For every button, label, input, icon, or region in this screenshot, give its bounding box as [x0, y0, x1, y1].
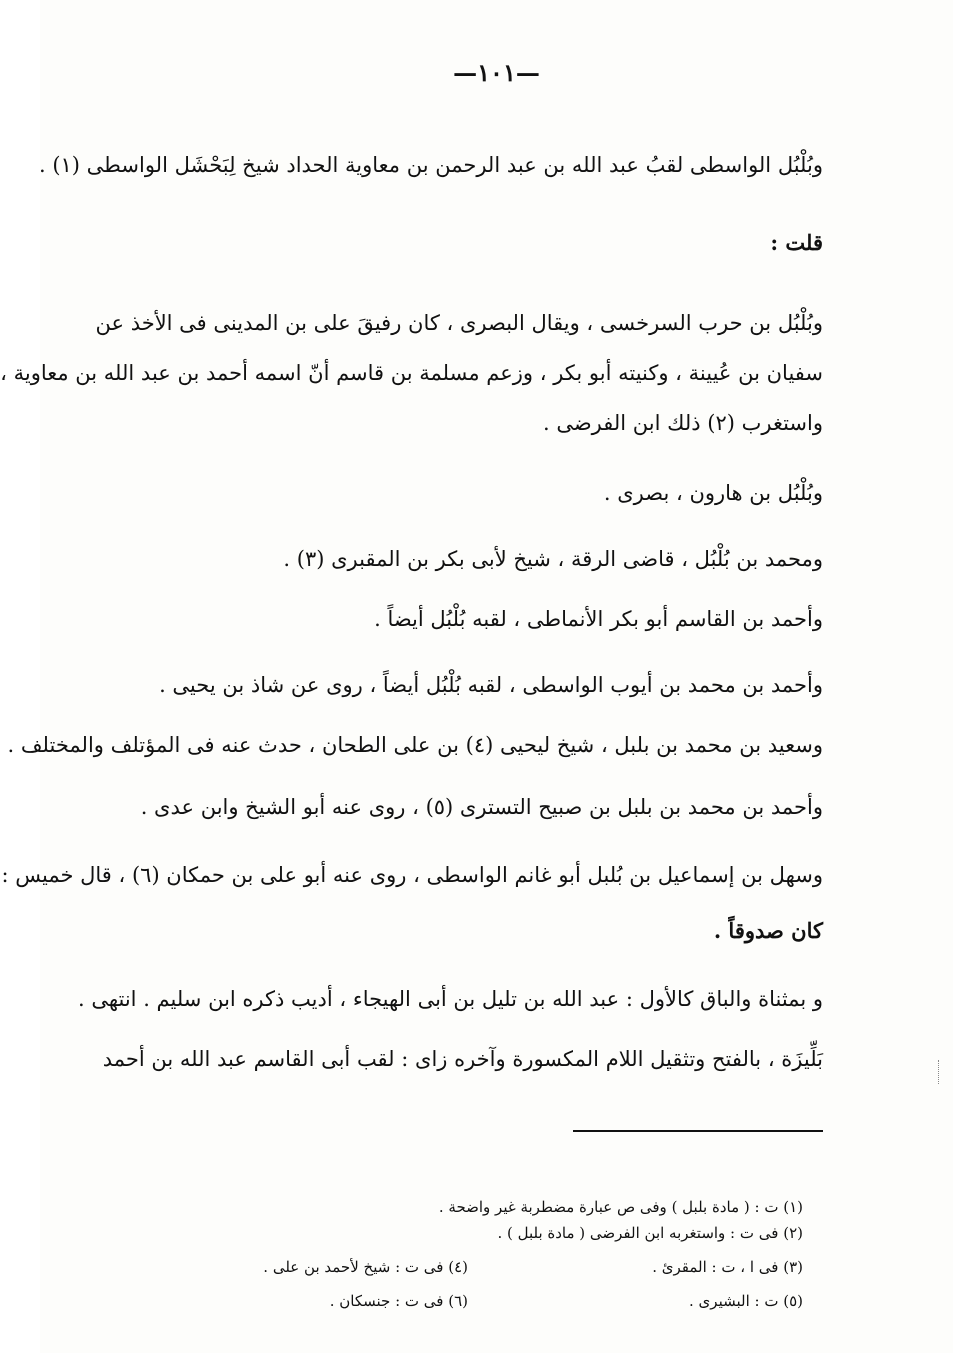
text-line: وأحمد بن محمد بن بلبل بن صبيح التسترى (٥) ، روى عنه أبو الشيخ وابن عدى . — [140, 795, 823, 819]
footnote-4: (٤) فى ت : شيخ لأحمد بن على . — [263, 1258, 468, 1276]
text-line: وأحمد بن القاسم أبو بكر الأنماطى ، لقبه بُلْبُل أيضاً . — [374, 607, 823, 631]
text-line: كان صدوقاً . — [713, 918, 823, 943]
page-number: —١٠١— — [453, 58, 540, 87]
text-line: وبُلْبُل بن هارون ، بصرى . — [603, 481, 823, 505]
text-line: وبُلْبُل بن حرب السرخسى ، ويقال البصرى ، كان رفيقَ على بن المدينى فى الأخذ عن — [95, 311, 823, 335]
text-line: بَلِّيزَة ، بالفتح وتثقيل اللام المكسورة وآخره زاى : لقب أبى القاسم عبد الله بن أحمد — [102, 1047, 823, 1071]
footnote-5: (٥) ت : البشيرى . — [689, 1292, 803, 1310]
text-line: سفيان بن عُيينة ، وكنيته أبو بكر ، وزعم مسلمة بن قاسم أنّ اسمه أحمد بن عبد الله بن معاوية ، — [0, 361, 823, 385]
page-edge-mark — [938, 1060, 942, 1084]
footnote-1: (١) ت : ( مادة بلبل ) وفى ص عبارة مضطربة غير واضحة . — [438, 1198, 803, 1216]
footnote-2: (٢) فى ت : واستغربه ابن الفرضى ( مادة بلبل ) . — [497, 1224, 803, 1242]
text-line: ومحمد بن بُلْبُل ، قاضى الرقة ، شيخ لأبى بكر بن المقبرى (٣) . — [283, 547, 823, 571]
text-line: واستغرب (٢) ذلك ابن الفرضى . — [542, 411, 823, 435]
footnote-separator — [573, 1130, 823, 1132]
footnote-3: (٣) فى ا ، ت : المقرئ . — [652, 1258, 803, 1276]
text-line: وأحمد بن محمد بن أيوب الواسطى ، لقبه بُلْبُل أيضاً ، روى عن شاذ بن يحيى . — [159, 673, 823, 697]
text-line: وسهل بن إسماعيل بن بُلبل أبو غانم الواسطى ، روى عنه أبو على بن حمكان (٦) ، قال خميس : — [1, 863, 823, 887]
text-line: وسعيد بن محمد بن بلبل ، شيخ ليحيى (٤) بن على الطحان ، حدث عنه فى المؤتلف والمختلف . — [7, 733, 823, 757]
text-line: و بمثناة والباق كالأول : عبد الله بن تليل بن أبى الهيجاء ، أديب ذكره ابن سليم . انتهى . — [77, 987, 823, 1011]
text-line: وبُلْبُل الواسطى لقبُ عبد الله بن عبد الرحمن بن معاوية الحداد شيخ لِبَحْشَل الواسطى (١) . — [38, 153, 823, 177]
section-heading: قلت : — [770, 230, 823, 255]
footnote-6: (٦) فى ت : جنسكان . — [329, 1292, 468, 1310]
